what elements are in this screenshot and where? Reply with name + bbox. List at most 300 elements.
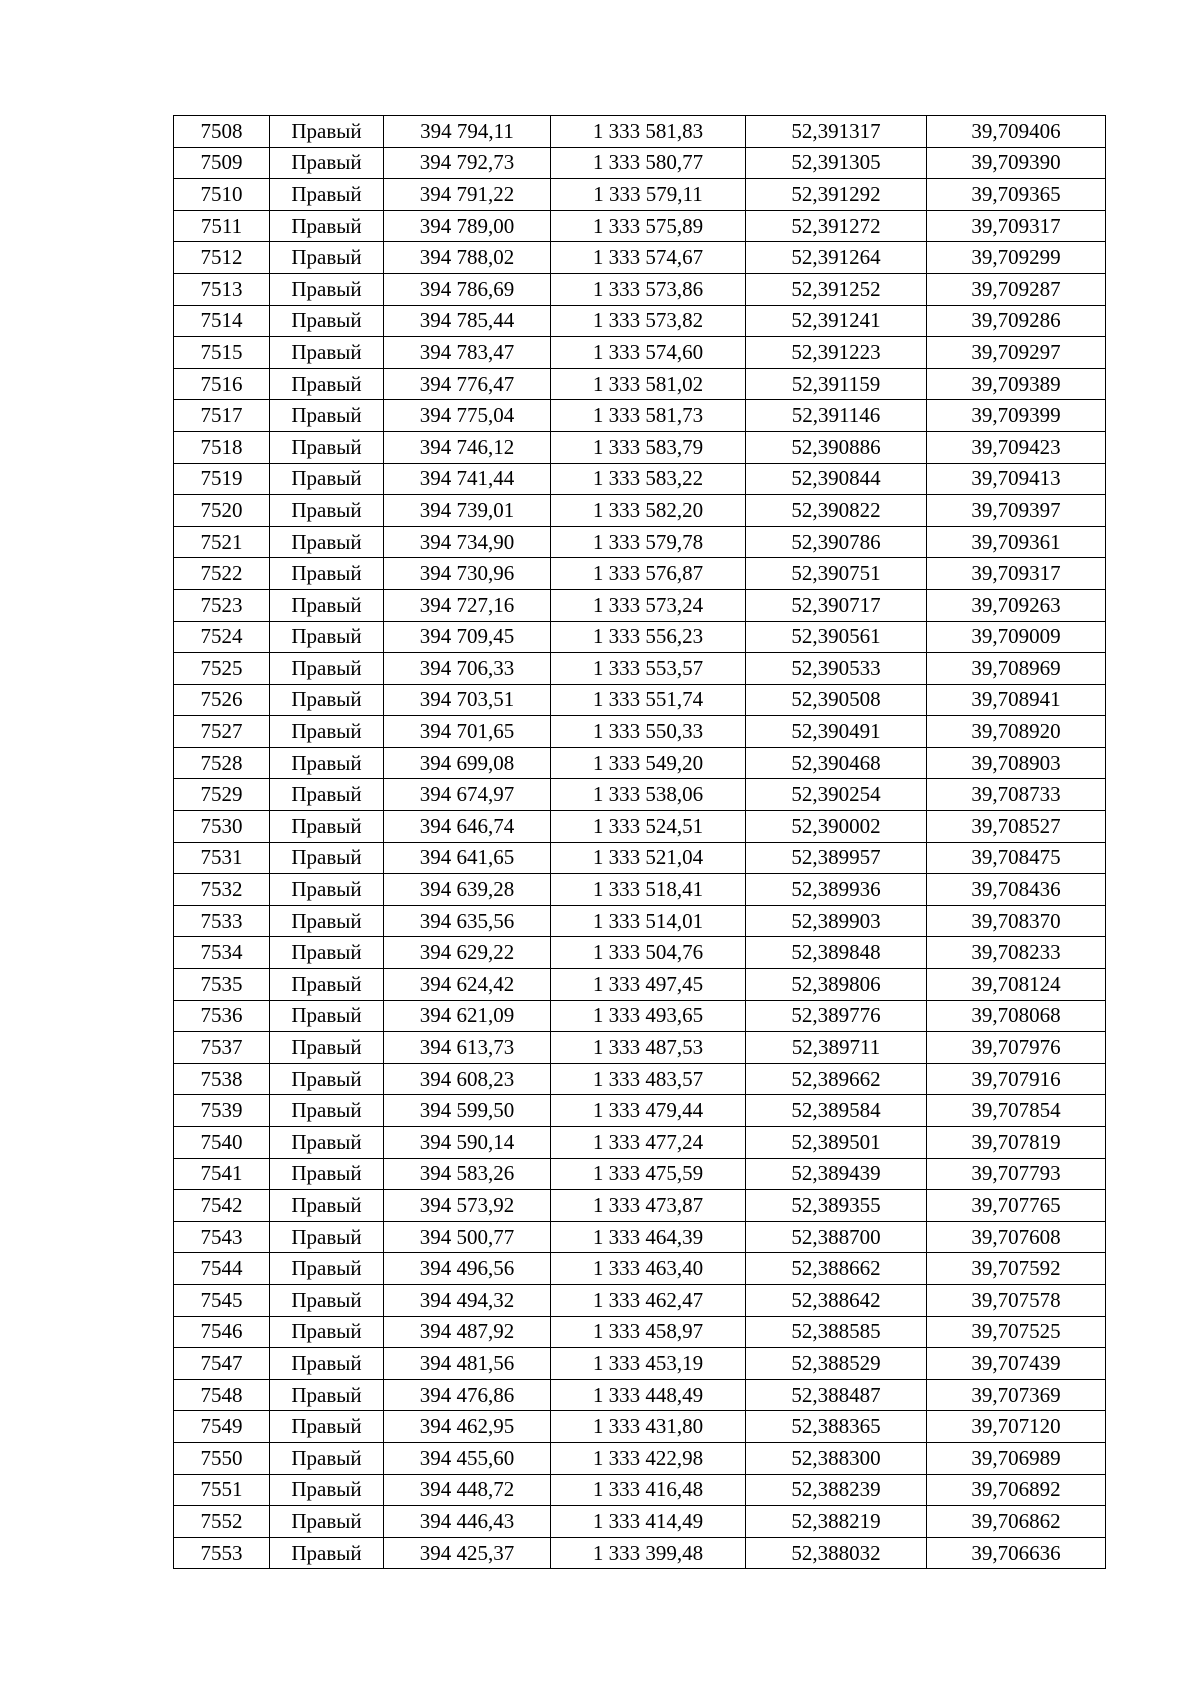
table-row — [174, 1127, 1106, 1159]
latitude-cell: 52,391252 — [746, 273, 927, 305]
latitude-cell: 52,390508 — [746, 684, 927, 716]
latitude-cell: 52,388032 — [746, 1537, 927, 1569]
table-row — [174, 400, 1106, 432]
point-number-cell: 7532 — [174, 874, 270, 906]
bank-side-cell: Правый — [270, 1221, 384, 1253]
table-row — [174, 1063, 1106, 1095]
x-coordinate-cell: 394 701,65 — [384, 716, 551, 748]
longitude-cell: 39,708527 — [927, 811, 1106, 843]
bank-side-cell: Правый — [270, 905, 384, 937]
point-number-cell: 7524 — [174, 621, 270, 653]
table-row — [174, 1158, 1106, 1190]
longitude-cell: 39,709406 — [927, 116, 1106, 148]
longitude-cell: 39,709399 — [927, 400, 1106, 432]
point-number-cell: 7525 — [174, 653, 270, 685]
y-coordinate-cell: 1 333 575,89 — [551, 210, 746, 242]
x-coordinate-cell: 394 703,51 — [384, 684, 551, 716]
point-number-cell: 7533 — [174, 905, 270, 937]
table-row — [174, 463, 1106, 495]
latitude-cell: 52,391146 — [746, 400, 927, 432]
y-coordinate-cell: 1 333 581,73 — [551, 400, 746, 432]
longitude-cell: 39,707120 — [927, 1411, 1106, 1443]
latitude-cell: 52,388662 — [746, 1253, 927, 1285]
longitude-cell: 39,708436 — [927, 874, 1106, 906]
x-coordinate-cell: 394 476,86 — [384, 1379, 551, 1411]
longitude-cell: 39,706892 — [927, 1474, 1106, 1506]
y-coordinate-cell: 1 333 583,22 — [551, 463, 746, 495]
longitude-cell: 39,708124 — [927, 969, 1106, 1001]
point-number-cell: 7516 — [174, 368, 270, 400]
latitude-cell: 52,388239 — [746, 1474, 927, 1506]
x-coordinate-cell: 394 709,45 — [384, 621, 551, 653]
longitude-cell: 39,708370 — [927, 905, 1106, 937]
y-coordinate-cell: 1 333 579,11 — [551, 179, 746, 211]
x-coordinate-cell: 394 455,60 — [384, 1442, 551, 1474]
point-number-cell: 7511 — [174, 210, 270, 242]
table-row — [174, 747, 1106, 779]
longitude-cell: 39,707819 — [927, 1127, 1106, 1159]
bank-side-cell: Правый — [270, 1190, 384, 1222]
x-coordinate-cell: 394 776,47 — [384, 368, 551, 400]
longitude-cell: 39,707793 — [927, 1158, 1106, 1190]
y-coordinate-cell: 1 333 553,57 — [551, 653, 746, 685]
table-row — [174, 621, 1106, 653]
table-row — [174, 526, 1106, 558]
latitude-cell: 52,389776 — [746, 1000, 927, 1032]
point-number-cell: 7509 — [174, 147, 270, 179]
table-row — [174, 1190, 1106, 1222]
x-coordinate-cell: 394 641,65 — [384, 842, 551, 874]
longitude-cell: 39,709317 — [927, 210, 1106, 242]
x-coordinate-cell: 394 629,22 — [384, 937, 551, 969]
point-number-cell: 7535 — [174, 969, 270, 1001]
latitude-cell: 52,390886 — [746, 431, 927, 463]
point-number-cell: 7537 — [174, 1032, 270, 1064]
table-row — [174, 305, 1106, 337]
point-number-cell: 7542 — [174, 1190, 270, 1222]
y-coordinate-cell: 1 333 551,74 — [551, 684, 746, 716]
bank-side-cell: Правый — [270, 558, 384, 590]
y-coordinate-cell: 1 333 475,59 — [551, 1158, 746, 1190]
table-row — [174, 653, 1106, 685]
x-coordinate-cell: 394 734,90 — [384, 526, 551, 558]
x-coordinate-cell: 394 741,44 — [384, 463, 551, 495]
point-number-cell: 7553 — [174, 1537, 270, 1569]
longitude-cell: 39,708233 — [927, 937, 1106, 969]
longitude-cell: 39,708903 — [927, 747, 1106, 779]
bank-side-cell: Правый — [270, 1032, 384, 1064]
longitude-cell: 39,706989 — [927, 1442, 1106, 1474]
x-coordinate-cell: 394 496,56 — [384, 1253, 551, 1285]
table-row — [174, 874, 1106, 906]
bank-side-cell: Правый — [270, 779, 384, 811]
longitude-cell: 39,709287 — [927, 273, 1106, 305]
point-number-cell: 7534 — [174, 937, 270, 969]
bank-side-cell: Правый — [270, 179, 384, 211]
latitude-cell: 52,390468 — [746, 747, 927, 779]
x-coordinate-cell: 394 590,14 — [384, 1127, 551, 1159]
longitude-cell: 39,709286 — [927, 305, 1106, 337]
point-number-cell: 7539 — [174, 1095, 270, 1127]
x-coordinate-cell: 394 583,26 — [384, 1158, 551, 1190]
latitude-cell: 52,388219 — [746, 1506, 927, 1538]
longitude-cell: 39,709297 — [927, 337, 1106, 369]
y-coordinate-cell: 1 333 521,04 — [551, 842, 746, 874]
x-coordinate-cell: 394 791,22 — [384, 179, 551, 211]
y-coordinate-cell: 1 333 580,77 — [551, 147, 746, 179]
latitude-cell: 52,390751 — [746, 558, 927, 590]
x-coordinate-cell: 394 785,44 — [384, 305, 551, 337]
point-number-cell: 7548 — [174, 1379, 270, 1411]
longitude-cell: 39,709317 — [927, 558, 1106, 590]
latitude-cell: 52,389957 — [746, 842, 927, 874]
y-coordinate-cell: 1 333 504,76 — [551, 937, 746, 969]
bank-side-cell: Правый — [270, 1127, 384, 1159]
latitude-cell: 52,390491 — [746, 716, 927, 748]
point-number-cell: 7520 — [174, 495, 270, 527]
latitude-cell: 52,388642 — [746, 1284, 927, 1316]
bank-side-cell: Правый — [270, 210, 384, 242]
x-coordinate-cell: 394 727,16 — [384, 589, 551, 621]
point-number-cell: 7544 — [174, 1253, 270, 1285]
table-row — [174, 368, 1106, 400]
point-number-cell: 7512 — [174, 242, 270, 274]
bank-side-cell: Правый — [270, 431, 384, 463]
point-number-cell: 7549 — [174, 1411, 270, 1443]
y-coordinate-cell: 1 333 574,67 — [551, 242, 746, 274]
bank-side-cell: Правый — [270, 273, 384, 305]
table-row — [174, 1379, 1106, 1411]
table-row — [174, 589, 1106, 621]
longitude-cell: 39,708941 — [927, 684, 1106, 716]
latitude-cell: 52,389903 — [746, 905, 927, 937]
x-coordinate-cell: 394 446,43 — [384, 1506, 551, 1538]
point-number-cell: 7527 — [174, 716, 270, 748]
y-coordinate-cell: 1 333 574,60 — [551, 337, 746, 369]
latitude-cell: 52,390254 — [746, 779, 927, 811]
bank-side-cell: Правый — [270, 811, 384, 843]
x-coordinate-cell: 394 487,92 — [384, 1316, 551, 1348]
longitude-cell: 39,707578 — [927, 1284, 1106, 1316]
table-row — [174, 1284, 1106, 1316]
bank-side-cell: Правый — [270, 526, 384, 558]
bank-side-cell: Правый — [270, 242, 384, 274]
x-coordinate-cell: 394 786,69 — [384, 273, 551, 305]
y-coordinate-cell: 1 333 463,40 — [551, 1253, 746, 1285]
longitude-cell: 39,708969 — [927, 653, 1106, 685]
y-coordinate-cell: 1 333 487,53 — [551, 1032, 746, 1064]
table-row — [174, 779, 1106, 811]
bank-side-cell: Правый — [270, 305, 384, 337]
y-coordinate-cell: 1 333 483,57 — [551, 1063, 746, 1095]
x-coordinate-cell: 394 621,09 — [384, 1000, 551, 1032]
latitude-cell: 52,389848 — [746, 937, 927, 969]
table-row — [174, 1506, 1106, 1538]
latitude-cell: 52,390561 — [746, 621, 927, 653]
y-coordinate-cell: 1 333 518,41 — [551, 874, 746, 906]
longitude-cell: 39,707765 — [927, 1190, 1106, 1222]
table-row — [174, 1348, 1106, 1380]
y-coordinate-cell: 1 333 473,87 — [551, 1190, 746, 1222]
y-coordinate-cell: 1 333 549,20 — [551, 747, 746, 779]
bank-side-cell: Правый — [270, 1063, 384, 1095]
longitude-cell: 39,709397 — [927, 495, 1106, 527]
bank-side-cell: Правый — [270, 1284, 384, 1316]
y-coordinate-cell: 1 333 477,24 — [551, 1127, 746, 1159]
latitude-cell: 52,389662 — [746, 1063, 927, 1095]
y-coordinate-cell: 1 333 576,87 — [551, 558, 746, 590]
x-coordinate-cell: 394 739,01 — [384, 495, 551, 527]
x-coordinate-cell: 394 599,50 — [384, 1095, 551, 1127]
bank-side-cell: Правый — [270, 1316, 384, 1348]
latitude-cell: 52,389584 — [746, 1095, 927, 1127]
y-coordinate-cell: 1 333 582,20 — [551, 495, 746, 527]
x-coordinate-cell: 394 494,32 — [384, 1284, 551, 1316]
y-coordinate-cell: 1 333 416,48 — [551, 1474, 746, 1506]
bank-side-cell: Правый — [270, 1474, 384, 1506]
latitude-cell: 52,391223 — [746, 337, 927, 369]
y-coordinate-cell: 1 333 550,33 — [551, 716, 746, 748]
table-row — [174, 1411, 1106, 1443]
x-coordinate-cell: 394 425,37 — [384, 1537, 551, 1569]
bank-side-cell: Правый — [270, 116, 384, 148]
table-row — [174, 1537, 1106, 1569]
point-number-cell: 7541 — [174, 1158, 270, 1190]
latitude-cell: 52,391272 — [746, 210, 927, 242]
x-coordinate-cell: 394 706,33 — [384, 653, 551, 685]
longitude-cell: 39,709365 — [927, 179, 1106, 211]
table-row — [174, 147, 1106, 179]
latitude-cell: 52,388365 — [746, 1411, 927, 1443]
longitude-cell: 39,707369 — [927, 1379, 1106, 1411]
latitude-cell: 52,388700 — [746, 1221, 927, 1253]
table-row — [174, 842, 1106, 874]
longitude-cell: 39,707592 — [927, 1253, 1106, 1285]
point-number-cell: 7528 — [174, 747, 270, 779]
table-row — [174, 495, 1106, 527]
longitude-cell: 39,708475 — [927, 842, 1106, 874]
table-row — [174, 1442, 1106, 1474]
longitude-cell: 39,708068 — [927, 1000, 1106, 1032]
point-number-cell: 7526 — [174, 684, 270, 716]
latitude-cell: 52,390786 — [746, 526, 927, 558]
y-coordinate-cell: 1 333 524,51 — [551, 811, 746, 843]
x-coordinate-cell: 394 481,56 — [384, 1348, 551, 1380]
point-number-cell: 7517 — [174, 400, 270, 432]
y-coordinate-cell: 1 333 573,82 — [551, 305, 746, 337]
latitude-cell: 52,389806 — [746, 969, 927, 1001]
x-coordinate-cell: 394 448,72 — [384, 1474, 551, 1506]
bank-side-cell: Правый — [270, 1253, 384, 1285]
bank-side-cell: Правый — [270, 400, 384, 432]
latitude-cell: 52,391305 — [746, 147, 927, 179]
point-number-cell: 7523 — [174, 589, 270, 621]
longitude-cell: 39,709263 — [927, 589, 1106, 621]
y-coordinate-cell: 1 333 514,01 — [551, 905, 746, 937]
table-row — [174, 1095, 1106, 1127]
table-row — [174, 116, 1106, 148]
x-coordinate-cell: 394 635,56 — [384, 905, 551, 937]
point-number-cell: 7538 — [174, 1063, 270, 1095]
point-number-cell: 7547 — [174, 1348, 270, 1380]
coordinates-table — [173, 115, 1106, 1569]
table-row — [174, 684, 1106, 716]
latitude-cell: 52,390002 — [746, 811, 927, 843]
longitude-cell: 39,709423 — [927, 431, 1106, 463]
x-coordinate-cell: 394 613,73 — [384, 1032, 551, 1064]
point-number-cell: 7540 — [174, 1127, 270, 1159]
bank-side-cell: Правый — [270, 1442, 384, 1474]
latitude-cell: 52,390822 — [746, 495, 927, 527]
latitude-cell: 52,389501 — [746, 1127, 927, 1159]
bank-side-cell: Правый — [270, 684, 384, 716]
bank-side-cell: Правый — [270, 368, 384, 400]
longitude-cell: 39,708733 — [927, 779, 1106, 811]
table-row — [174, 937, 1106, 969]
table-row — [174, 179, 1106, 211]
y-coordinate-cell: 1 333 579,78 — [551, 526, 746, 558]
longitude-cell: 39,707916 — [927, 1063, 1106, 1095]
longitude-cell: 39,707976 — [927, 1032, 1106, 1064]
y-coordinate-cell: 1 333 453,19 — [551, 1348, 746, 1380]
table-row — [174, 558, 1106, 590]
table-row — [174, 811, 1106, 843]
table-row — [174, 1221, 1106, 1253]
bank-side-cell: Правый — [270, 842, 384, 874]
y-coordinate-cell: 1 333 538,06 — [551, 779, 746, 811]
bank-side-cell: Правый — [270, 1506, 384, 1538]
longitude-cell: 39,709299 — [927, 242, 1106, 274]
table-row — [174, 905, 1106, 937]
bank-side-cell: Правый — [270, 589, 384, 621]
longitude-cell: 39,706862 — [927, 1506, 1106, 1538]
bank-side-cell: Правый — [270, 653, 384, 685]
table-row — [174, 716, 1106, 748]
x-coordinate-cell: 394 746,12 — [384, 431, 551, 463]
point-number-cell: 7531 — [174, 842, 270, 874]
x-coordinate-cell: 394 500,77 — [384, 1221, 551, 1253]
coordinates-table-body — [174, 116, 1106, 1569]
longitude-cell: 39,707439 — [927, 1348, 1106, 1380]
y-coordinate-cell: 1 333 399,48 — [551, 1537, 746, 1569]
bank-side-cell: Правый — [270, 1537, 384, 1569]
longitude-cell: 39,709009 — [927, 621, 1106, 653]
latitude-cell: 52,391159 — [746, 368, 927, 400]
x-coordinate-cell: 394 699,08 — [384, 747, 551, 779]
bank-side-cell: Правый — [270, 874, 384, 906]
bank-side-cell: Правый — [270, 621, 384, 653]
bank-side-cell: Правый — [270, 463, 384, 495]
x-coordinate-cell: 394 646,74 — [384, 811, 551, 843]
latitude-cell: 52,391292 — [746, 179, 927, 211]
point-number-cell: 7529 — [174, 779, 270, 811]
x-coordinate-cell: 394 789,00 — [384, 210, 551, 242]
y-coordinate-cell: 1 333 581,02 — [551, 368, 746, 400]
longitude-cell: 39,706636 — [927, 1537, 1106, 1569]
x-coordinate-cell: 394 730,96 — [384, 558, 551, 590]
x-coordinate-cell: 394 788,02 — [384, 242, 551, 274]
point-number-cell: 7521 — [174, 526, 270, 558]
point-number-cell: 7508 — [174, 116, 270, 148]
longitude-cell: 39,709389 — [927, 368, 1106, 400]
x-coordinate-cell: 394 794,11 — [384, 116, 551, 148]
point-number-cell: 7545 — [174, 1284, 270, 1316]
point-number-cell: 7515 — [174, 337, 270, 369]
table-row — [174, 210, 1106, 242]
bank-side-cell: Правый — [270, 937, 384, 969]
point-number-cell: 7550 — [174, 1442, 270, 1474]
table-row — [174, 273, 1106, 305]
latitude-cell: 52,389355 — [746, 1190, 927, 1222]
bank-side-cell: Правый — [270, 1348, 384, 1380]
y-coordinate-cell: 1 333 497,45 — [551, 969, 746, 1001]
longitude-cell: 39,708920 — [927, 716, 1106, 748]
point-number-cell: 7519 — [174, 463, 270, 495]
bank-side-cell: Правый — [270, 1000, 384, 1032]
bank-side-cell: Правый — [270, 716, 384, 748]
y-coordinate-cell: 1 333 464,39 — [551, 1221, 746, 1253]
y-coordinate-cell: 1 333 493,65 — [551, 1000, 746, 1032]
x-coordinate-cell: 394 792,73 — [384, 147, 551, 179]
table-row — [174, 242, 1106, 274]
bank-side-cell: Правый — [270, 1379, 384, 1411]
latitude-cell: 52,390844 — [746, 463, 927, 495]
latitude-cell: 52,388300 — [746, 1442, 927, 1474]
latitude-cell: 52,389936 — [746, 874, 927, 906]
bank-side-cell: Правый — [270, 1095, 384, 1127]
latitude-cell: 52,391241 — [746, 305, 927, 337]
x-coordinate-cell: 394 608,23 — [384, 1063, 551, 1095]
longitude-cell: 39,709390 — [927, 147, 1106, 179]
y-coordinate-cell: 1 333 422,98 — [551, 1442, 746, 1474]
point-number-cell: 7536 — [174, 1000, 270, 1032]
y-coordinate-cell: 1 333 431,80 — [551, 1411, 746, 1443]
latitude-cell: 52,388487 — [746, 1379, 927, 1411]
y-coordinate-cell: 1 333 458,97 — [551, 1316, 746, 1348]
x-coordinate-cell: 394 674,97 — [384, 779, 551, 811]
latitude-cell: 52,388529 — [746, 1348, 927, 1380]
point-number-cell: 7551 — [174, 1474, 270, 1506]
point-number-cell: 7513 — [174, 273, 270, 305]
table-row — [174, 969, 1106, 1001]
table-row — [174, 1253, 1106, 1285]
y-coordinate-cell: 1 333 414,49 — [551, 1506, 746, 1538]
latitude-cell: 52,389439 — [746, 1158, 927, 1190]
point-number-cell: 7530 — [174, 811, 270, 843]
x-coordinate-cell: 394 775,04 — [384, 400, 551, 432]
longitude-cell: 39,707525 — [927, 1316, 1106, 1348]
latitude-cell: 52,389711 — [746, 1032, 927, 1064]
x-coordinate-cell: 394 573,92 — [384, 1190, 551, 1222]
table-row — [174, 1316, 1106, 1348]
table-row — [174, 1000, 1106, 1032]
point-number-cell: 7552 — [174, 1506, 270, 1538]
point-number-cell: 7546 — [174, 1316, 270, 1348]
latitude-cell: 52,390717 — [746, 589, 927, 621]
y-coordinate-cell: 1 333 573,24 — [551, 589, 746, 621]
point-number-cell: 7518 — [174, 431, 270, 463]
bank-side-cell: Правый — [270, 495, 384, 527]
bank-side-cell: Правый — [270, 1411, 384, 1443]
y-coordinate-cell: 1 333 479,44 — [551, 1095, 746, 1127]
latitude-cell: 52,391317 — [746, 116, 927, 148]
y-coordinate-cell: 1 333 573,86 — [551, 273, 746, 305]
latitude-cell: 52,390533 — [746, 653, 927, 685]
y-coordinate-cell: 1 333 583,79 — [551, 431, 746, 463]
table-row — [174, 337, 1106, 369]
longitude-cell: 39,709361 — [927, 526, 1106, 558]
table-row — [174, 1474, 1106, 1506]
